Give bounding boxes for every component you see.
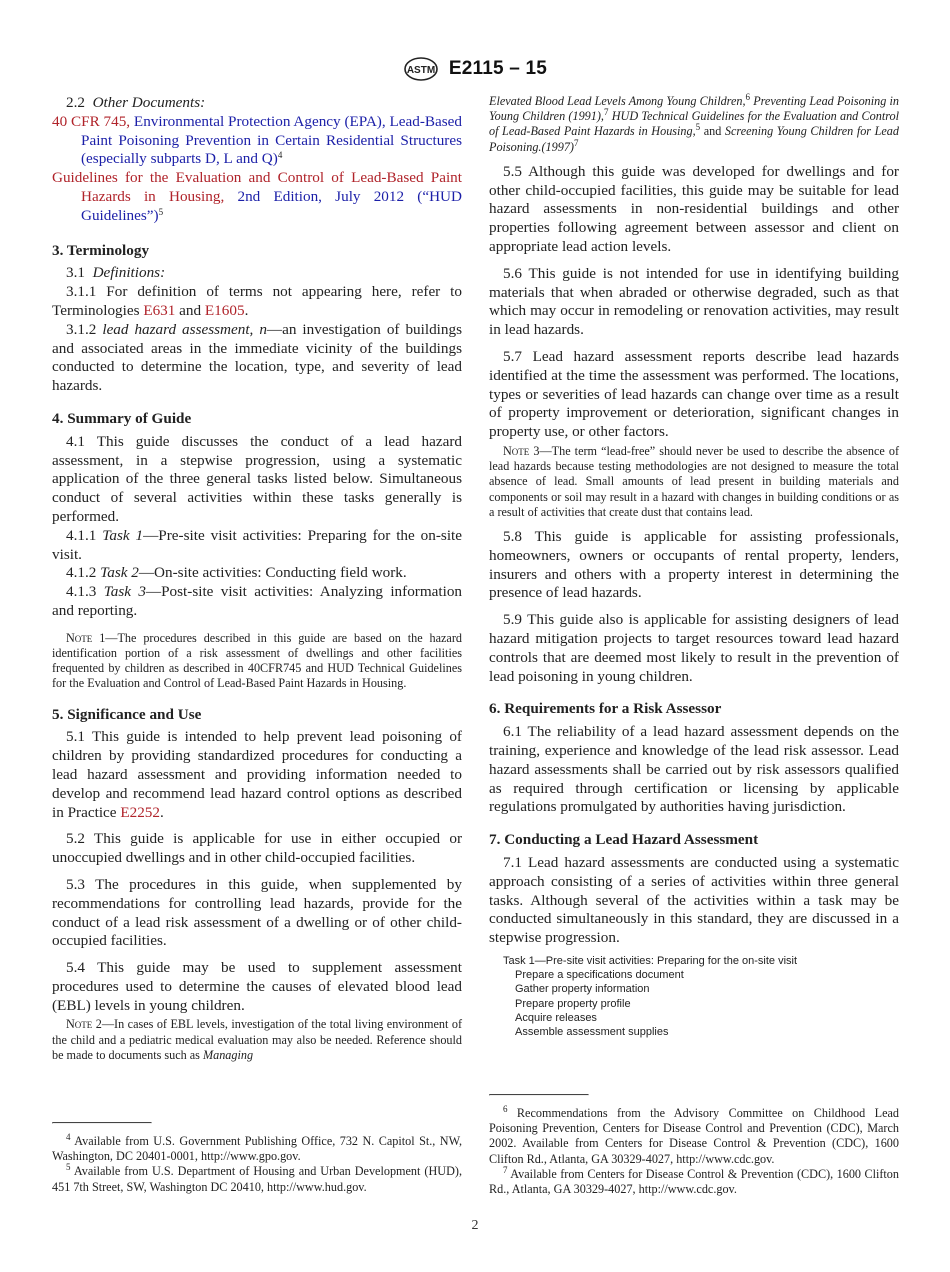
footnote-5: $^5$ Available from U.S. Department of Housing and Urban Development (HUD), 451 7th Street, SW, Washington DC 20410, http://www.hud.gov.	[52, 1162, 462, 1194]
heading-requirements-risk-assessor: 6. Requirements for a Risk Assessor	[489, 700, 722, 718]
section-3-1-2: 3.1.2 lead hazard assessment, n—an investigation of buildings and associated areas in the immediate vicinity of the buildings conducted to determine the location, type, and severity of lead hazards.	[52, 320, 462, 395]
footnote-4: $^4$ Available from U.S. Government Publishing Office, 732 N. Capitol St., NW, Washington, DC 20401-0001, http://www.gpo.gov.	[52, 1132, 462, 1164]
document-designation: E2115 – 15	[448, 58, 548, 79]
section-5-1: 5.1 This guide is intended to help prevent lead poisoning of children by providing standardized procedures for conducting a lead hazard assessment and providing information needed to develop and recommend lead hazard control options as described in Practice E2252.	[52, 728, 462, 821]
section-5-5: 5.5 Although this guide was developed for dwellings and for other child-occupied facilities, this guide may be suitable for lead hazard assessments in non-residential buildings and other properties following agreement between assessor and client on appropriate lead action levels.	[489, 162, 899, 255]
footnote-divider	[52, 1122, 152, 1124]
task-item: Prepare property profile	[515, 997, 631, 1010]
link-e1605[interactable]: E1605	[204, 301, 245, 319]
section-5-4: 5.4 This guide may be used to supplement assessment procedures used to determine the causes of elevated blood lead (EBL) levels in young children.	[52, 959, 462, 1014]
section-5-9: 5.9 This guide also is applicable for assisting designers of lead hazard mitigation projects to target resources toward lead hazard controls that are deemed most likely to result in the prevention of lead poisoning in young children.	[489, 611, 899, 685]
section-4-1: 4.1 This guide discusses the conduct of a lead hazard assessment, in a stepwise progression, using a systematic application of the three general tasks listed below. Simultaneous conduct of several activities within these tasks generally is performed.	[52, 432, 462, 525]
section-7-1: 7.1 Lead hazard assessments are conducted using a systematic approach consisting of a series of activities within three general tasks. Although several of the activities within a task may be conducted simultaneously in this standard, they are discussed in a stepwise progression.	[489, 853, 899, 947]
section-5-2: 5.2 This guide is applicable for use in either occupied or unoccupied dwellings and in other child-occupied facilities.	[52, 830, 462, 867]
page-number: 2	[471, 1218, 479, 1233]
heading-conducting-assessment: 7. Conducting a Lead Hazard Assessment	[489, 831, 759, 849]
astm-logo-icon	[403, 56, 439, 82]
heading-summary-of-guide: 4. Summary of Guide	[52, 409, 192, 427]
link-40cfr745[interactable]: 40 CFR 745,	[52, 112, 131, 130]
page-header	[0, 56, 950, 86]
heading-terminology: 3. Terminology	[52, 241, 150, 259]
section-5-3: 5.3 The procedures in this guide, when supplemented by recommendations for controlling lead hazards, provide for the conduct of a lead risk assessment of a dwelling or of other child-occupied facilities.	[52, 875, 462, 950]
note-2-continued: Elevated Blood Lead Levels Among Young Children,$^6$ Preventing Lead Poisoning in Young Children (1991),$^7$ HUD Technical Guidelines for the Evaluation and Control of Lead-Based Paint Hazards in Housing,$^5$ and Screening Young Children for Lead $Poisoning.(1997)^7$	[489, 92, 899, 154]
section-2-2: 2.2 Other Documents:	[66, 94, 206, 111]
footnotes-left	[52, 1122, 462, 1195]
task-1-list	[503, 954, 899, 1039]
link-hud-guidelines[interactable]: Guidelines for the Evaluation and Control of Lead-Based Paint Hazards in Housing,	[52, 169, 462, 205]
note-2: Note 2—In cases of EBL levels, investigation of the total living environment of the child and a pediatric medical evaluation may also be needed. Reference should be made to documents such as Managing	[52, 1017, 463, 1062]
task-1-title: Task 1—Pre-site visit activities: Preparing for the on-site visit	[503, 954, 798, 967]
section-3-1: 3.1 Definitions:	[66, 264, 166, 282]
task-item: Prepare a specifications document	[515, 969, 684, 982]
svg-text:ASTM: ASTM	[406, 65, 436, 76]
note-1: Note 1—The procedures described in this guide are based on the hazard identification portion of a risk assessment of dwellings and other facilities frequented by children as described in 40CFR745 and HUD Technical Guidelines for the Evaluation and Control of Lead-Based Paint Hazards in Housing.	[52, 630, 462, 691]
right-column	[489, 94, 899, 1039]
section-5-7: 5.7 Lead hazard assessment reports describe lead hazards identified at the time the assessment was performed. The locations, types or severities of lead hazards can change over time as a result of property improvement or deterioration, significant changes in property use, or other factors.	[489, 347, 899, 441]
section-4-1-1: 4.1.1 Task 1—Pre-site visit activities: Preparing for the on-site visit.	[52, 526, 463, 563]
section-3-1-1: 3.1.1 For definition of terms not appearing here, refer to Terminologies E631 and E1605.	[52, 283, 462, 319]
reference-40cfr745: 40 CFR 745, Environmental Protection Agency (EPA), Lead-Based Paint Poisoning Prevention in Certain Residential Structures (especially subparts D, L and Q)$^4$	[52, 112, 462, 168]
section-4-1-3: 4.1.3 Task 3—Post-site visit activities: Analyzing information and reporting.	[52, 583, 463, 619]
section-5-6: 5.6 This guide is not intended for use in identifying building materials that when abraded or otherwise degraded, such as that which may occur in remodeling or renovation activities, may result in lead hazards.	[489, 264, 899, 339]
link-e2252[interactable]: E2252	[120, 803, 160, 821]
footnote-divider	[489, 1094, 589, 1096]
left-column	[52, 94, 462, 1063]
footnotes-right	[489, 1094, 899, 1197]
link-e631[interactable]: E631	[143, 301, 176, 319]
section-4-1-2: 4.1.2 Task 2—On-site activities: Conducting field work.	[66, 564, 407, 582]
heading-significance-and-use: 5. Significance and Use	[52, 705, 202, 723]
task-item: Gather property information	[515, 983, 650, 996]
task-item: Assemble assessment supplies	[515, 1025, 669, 1038]
task-item: Acquire releases	[515, 1011, 597, 1024]
footnote-7: $^7$ Available from Centers for Disease Control & Prevention (CDC), 1600 Clifton Rd., Atlanta, GA 30329-4027, http://www.cdc.gov.	[489, 1164, 899, 1197]
note-3: Note 3—The term “lead-free” should never be used to describe the absence of lead hazards because testing methodologies are not designed to measure the total absence of lead. Small amounts of lead present in building materials and components or soil may result in a hazard with changes in building conditions or as a result of activities that create dust that contains lead.	[489, 443, 899, 519]
section-6-1: 6.1 The reliability of a lead hazard assessment depends on the training, experience and knowledge of the lead risk assessor. Lead hazard assessments shall be carried out by risk assessors qualified as required through certification or licensing by applicable regulations promulgated by authorities having jurisdiction.	[489, 723, 899, 816]
footnote-6: $^6$ Recommendations from the Advisory Committee on Childhood Lead Poisoning Prevention, Centers for Disease Control and Prevention (CDC), March 2002. Available from Centers for Disease Control & Prevention (CDC), 1600 Clifton Rd., Atlanta, GA 30329-4027, http://www.cdc.gov.	[489, 1104, 899, 1166]
section-5-8: 5.8 This guide is applicable for assisting professionals, homeowners, owners or occupants of rental property, lenders, insurers and others with a property interest in determining the presence of lead hazards.	[489, 527, 899, 602]
reference-hud-guidelines: Guidelines for the Evaluation and Control of Lead-Based Paint Hazards in Housing, 2nd Edition, July 2012 (“HUD Guidelines”)$^5$	[52, 169, 462, 224]
